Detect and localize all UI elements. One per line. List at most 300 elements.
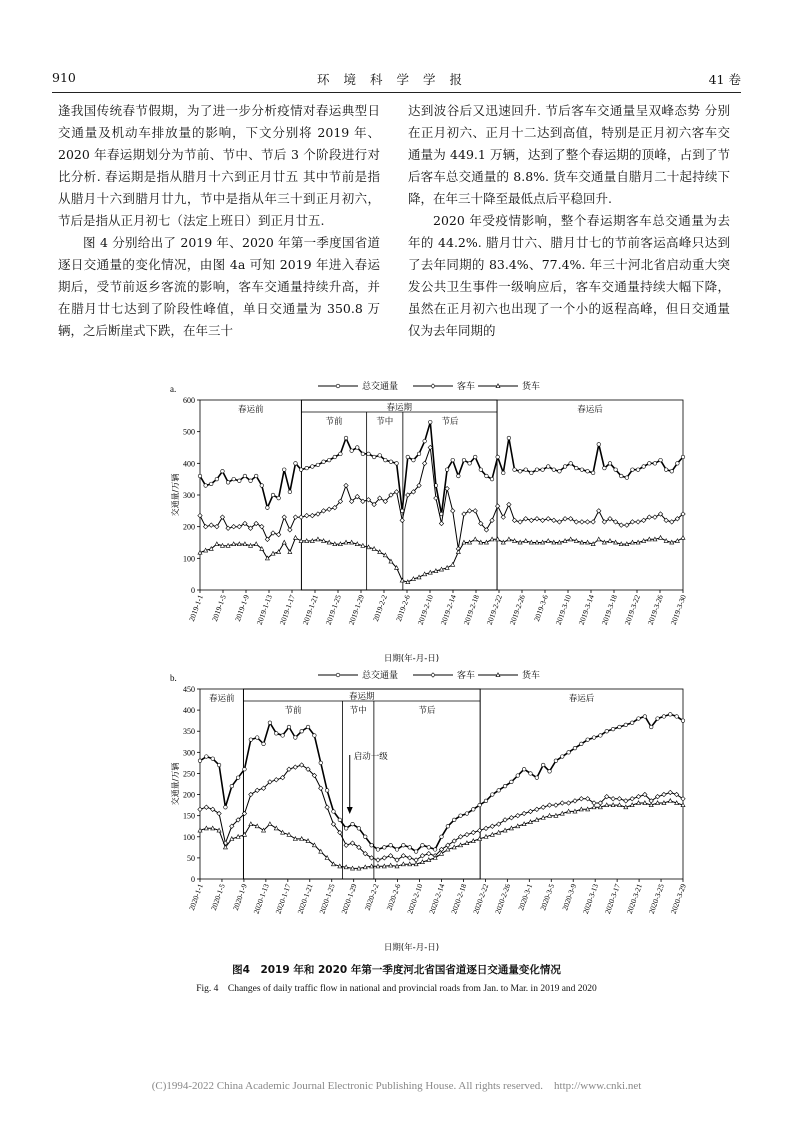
data-point [636,468,640,472]
data-point [599,734,603,738]
data-point [427,851,431,855]
data-point [524,468,528,472]
data-point [351,822,355,826]
x-tick-label: 2020-1-9 [230,882,249,912]
data-point [378,454,382,458]
data-point [522,811,526,815]
data-point [313,734,317,738]
y-tick-label: 450 [183,685,195,694]
data-point [608,462,612,466]
volume-number: 41 卷 [708,72,741,87]
x-tick-label: 2020-1-29 [339,882,359,916]
data-point [624,799,628,803]
x-tick-label: 2020-1-25 [317,882,337,916]
data-point [209,523,213,527]
data-point [597,509,601,513]
data-point [560,755,564,759]
chart-2019-svg [168,378,708,668]
data-point [465,832,469,836]
y-tick-label: 50 [187,853,195,863]
data-point [254,474,258,478]
data-point [217,763,221,767]
data-point [509,816,513,820]
series-line [200,765,683,860]
y-tick-label: 400 [183,706,195,716]
data-point [535,807,539,811]
data-point [332,810,336,814]
data-point [325,789,329,793]
data-point [668,799,672,803]
data-point [586,738,590,742]
period-label-pre: 春运前 [237,405,264,415]
data-point [205,755,209,759]
legend-marker [336,384,340,388]
annotation-arrow-head [347,807,353,814]
x-tick-label: 2020-3-5 [538,882,557,912]
data-point [573,799,577,803]
data-point [611,797,615,801]
data-point [659,458,663,462]
data-point [541,805,545,809]
page-number: 910 [52,70,76,85]
data-point [574,520,578,524]
series-line [200,801,683,869]
data-point [451,458,455,462]
data-point [462,512,466,516]
data-point [662,792,666,796]
data-point [465,812,469,816]
paragraph: 2020 年受疫情影响，整个春运期客车总交通量为去年的 44.2%. 腊月廿六、腊月廿七的节前客运高峰只达到了去年同期的 83.4%、77.4%. 年三十河北省启动重大突发公共卫生事件一级响应后，客车交通量持续大幅下降，虽然在正月初六也出现了一个小的返程高峰，但日交通量仅为去年同期的 [408,213,730,338]
data-point [372,455,376,459]
x-tick-label: 2020-2-2 [362,882,381,912]
data-point [249,738,253,742]
legend-label: 客车 [457,382,476,392]
data-point [260,484,264,488]
data-point [316,512,320,516]
x-tick-label: 2020-3-1 [516,882,535,912]
data-point [552,518,556,522]
data-point [597,443,601,447]
data-point [541,763,545,767]
x-tick-label: 2020-3-25 [646,882,666,916]
data-point [281,734,285,738]
data-point [563,465,567,469]
series-line [200,422,683,514]
data-point [230,784,234,788]
data-point [569,537,573,541]
data-point [339,452,343,456]
data-point [501,515,505,519]
x-tick-label: 2020-2-22 [471,882,491,916]
data-point [496,455,500,459]
y-tick-label: 0 [191,586,195,595]
data-point [355,446,359,450]
data-point [344,827,348,831]
data-point [408,856,412,860]
y-tick-label: 300 [183,748,195,758]
x-tick-label: 2020-2-6 [384,882,403,912]
data-point [605,729,609,733]
data-point [681,455,685,459]
data-point [305,466,309,470]
x-tick-label: 2019-2-10 [415,593,435,627]
data-point [535,517,539,521]
data-point [249,822,253,826]
data-point [220,515,224,519]
data-point [417,452,421,456]
data-point [580,468,584,472]
data-point [541,468,545,472]
data-point [569,462,573,466]
data-point [400,578,404,582]
x-tick-label: 2019-3-22 [622,593,642,627]
x-tick-label: 2020-3-21 [624,882,644,916]
data-point [507,502,511,506]
data-point [546,539,550,543]
data-point [490,477,494,481]
data-point [491,793,495,797]
data-point [642,465,646,469]
data-point [198,807,202,811]
data-point [282,515,286,519]
y-axis-label: 交通量/万辆 [171,762,180,806]
data-point [254,542,258,546]
data-point [232,477,236,481]
period-label-post: 春运后 [568,694,595,704]
x-tick-label: 2019-1-13 [254,593,274,627]
data-point [344,843,348,847]
y-tick-label: 350 [183,727,195,737]
data-point [204,484,208,488]
data-point [617,797,621,801]
data-point [566,801,570,805]
data-point [311,465,315,469]
data-point [452,818,456,822]
data-point [473,455,477,459]
data-point [478,803,482,807]
data-point [395,848,399,852]
y-tick-label: 400 [183,459,195,469]
data-point [681,536,685,540]
data-point [586,469,590,473]
left-column [58,100,380,342]
data-point [591,471,595,475]
data-point [558,469,562,473]
data-point [619,474,623,478]
data-point [412,458,416,462]
data-point [350,449,354,453]
data-point [383,846,387,850]
data-point [198,513,202,517]
annotation-label: 启动一级 [353,752,388,762]
chart-2020-svg [168,667,708,957]
data-point [268,822,272,826]
data-point [440,835,444,839]
y-tick-label: 0 [191,875,195,884]
data-point [299,468,303,472]
panel-label: b. [170,673,177,683]
data-point [445,468,449,472]
data-point [408,846,412,850]
data-point [325,805,329,809]
data-point [395,462,399,466]
data-point [636,794,640,798]
data-point [592,736,596,740]
x-tick-label: 2019-2-18 [461,593,481,627]
right-column [408,100,730,342]
x-tick-label: 2020-2-18 [449,882,469,916]
traffic-chart-2019 [168,378,708,668]
data-point [361,452,365,456]
period-label-spring: 春运期 [386,403,412,413]
figure-caption-chinese: 图4 2019 年和 2020 年第一季度河北省国省道逐日交通量变化情况 [232,964,561,976]
data-point [653,462,657,466]
y-tick-label: 300 [183,491,195,500]
data-point [540,518,544,522]
data-point [400,518,404,522]
data-point [204,805,208,809]
data-point [670,520,674,524]
data-point [552,468,556,472]
data-point [608,539,612,543]
data-point [423,439,427,443]
data-point [462,458,466,462]
data-point [319,786,323,790]
data-point [631,468,635,472]
data-point [643,715,647,719]
data-point [293,765,297,769]
data-point [516,813,520,817]
x-tick-label: 2019-2-2 [371,593,389,623]
x-tick-label: 2019-1-17 [277,593,297,627]
y-tick-label: 150 [183,811,195,821]
period-label-before: 节前 [325,417,343,427]
x-tick-label: 2019-1-9 [233,593,251,623]
data-point [662,715,666,719]
data-point [277,496,281,500]
x-tick-label: 2019-3-30 [668,593,688,627]
x-tick-label: 2020-3-29 [668,882,688,916]
x-tick-label: 2019-3-14 [576,593,596,627]
legend-marker [336,673,340,677]
data-point [459,814,463,818]
x-tick-label: 2020-2-14 [427,882,447,916]
data-point [513,468,517,472]
data-point [255,736,259,740]
data-point [451,509,455,513]
data-point [384,458,388,462]
data-point [613,520,617,524]
data-point [428,420,432,424]
data-point [497,789,501,793]
data-point [516,774,520,778]
data-point [668,790,672,794]
data-point [322,460,326,464]
data-point [262,742,266,746]
data-point [668,713,672,717]
x-axis-label: 日期(年-月-日) [383,654,440,664]
data-point [670,469,674,473]
data-point [647,515,651,519]
data-point [573,746,577,750]
data-point [357,827,361,831]
x-tick-label: 2020-1-21 [295,882,315,916]
data-point [344,436,348,440]
data-point [603,466,607,470]
x-tick-label: 2020-3-13 [580,882,601,916]
data-point [630,520,634,524]
data-point [591,520,595,524]
data-point [236,776,240,780]
data-point [439,521,443,525]
data-point [215,477,219,481]
running-header [52,70,741,93]
data-point [231,524,235,528]
data-point [563,517,567,521]
data-point [376,858,380,862]
x-tick-label: 2019-2-14 [438,593,458,627]
data-point [568,517,572,521]
data-point [471,830,475,834]
x-tick-label: 2020-1-5 [208,882,227,912]
data-point [512,518,516,522]
data-point [433,848,437,852]
data-point [310,513,314,517]
data-point [427,846,431,850]
data-point [226,526,230,530]
series-line [200,538,683,582]
legend-label: 货车 [522,671,541,681]
period-label-after: 节后 [441,417,459,427]
period-label-spring: 春运期 [349,692,375,702]
data-point [619,523,623,527]
data-point [274,826,278,830]
data-point [224,805,228,809]
data-point [503,784,507,788]
data-point [215,524,219,528]
x-tick-label: 2019-3-10 [553,593,573,627]
data-point [501,471,505,475]
data-point [446,824,450,828]
x-tick-label: 2020-1-17 [273,882,293,916]
data-point [485,474,489,478]
data-point [440,851,444,855]
data-point [676,462,680,466]
y-axis-label: 交通量/万辆 [171,473,180,517]
x-tick-label: 2020-1-1 [187,882,205,912]
data-point [473,537,477,541]
data-point [316,463,320,467]
data-point [274,732,278,736]
data-point [421,843,425,847]
data-point [367,452,371,456]
period-label-after: 节后 [418,706,436,716]
data-point [468,462,472,466]
data-point [299,515,303,519]
data-point [266,506,270,510]
data-point [344,483,348,487]
data-point [215,542,219,546]
data-point [529,772,533,776]
data-point [477,828,481,832]
x-tick-label: 2019-2-26 [507,593,527,627]
data-point [288,528,292,532]
x-tick-label: 2019-1-29 [346,593,366,627]
data-point [530,471,534,475]
data-point [276,532,280,536]
data-point [585,520,589,524]
legend-marker [431,673,435,677]
data-point [518,469,522,473]
data-point [406,493,410,497]
traffic-chart-2020 [168,667,708,957]
y-tick-label: 600 [183,396,195,405]
data-point [641,518,645,522]
data-point [389,460,393,464]
data-point [614,468,618,472]
data-point [546,465,550,469]
x-axis-label: 日期(年-月-日) [383,943,440,953]
legend-label: 总交通量 [362,671,399,681]
data-point [319,761,323,765]
data-point [293,515,297,519]
data-point [333,455,337,459]
data-point [237,524,241,528]
legend-marker [431,384,435,388]
legend-label: 总交通量 [362,382,399,392]
data-point [249,479,253,483]
data-point [557,520,561,524]
data-point [414,850,418,854]
y-tick-label: 500 [183,427,195,437]
data-point [636,520,640,524]
x-tick-label: 2020-3-17 [602,882,623,916]
data-point [457,474,461,478]
data-point [625,476,629,480]
data-point [243,474,247,478]
x-tick-label: 2020-1-13 [251,882,271,916]
data-point [580,742,584,746]
data-point [451,562,455,566]
data-point [406,455,410,459]
data-point [198,759,202,763]
data-point [522,767,526,771]
data-point [338,818,342,822]
data-point [574,466,578,470]
data-point [611,727,615,731]
data-point [528,809,532,813]
data-point [389,843,393,847]
data-point [268,721,272,725]
x-tick-label: 2019-2-22 [484,593,504,627]
data-point [518,520,522,524]
data-point [630,721,634,725]
data-point [198,474,202,478]
data-point [287,725,291,729]
data-point [560,801,564,805]
legend-label: 客车 [457,671,476,681]
data-point [608,517,612,521]
data-point [624,723,628,727]
data-point [597,537,601,541]
data-point [659,536,663,540]
data-point [376,848,380,852]
data-point [211,757,215,761]
data-point [363,835,367,839]
data-point [630,797,634,801]
x-tick-label: 2019-2-6 [394,593,412,623]
journal-name: 环境科学学报 [316,72,476,87]
